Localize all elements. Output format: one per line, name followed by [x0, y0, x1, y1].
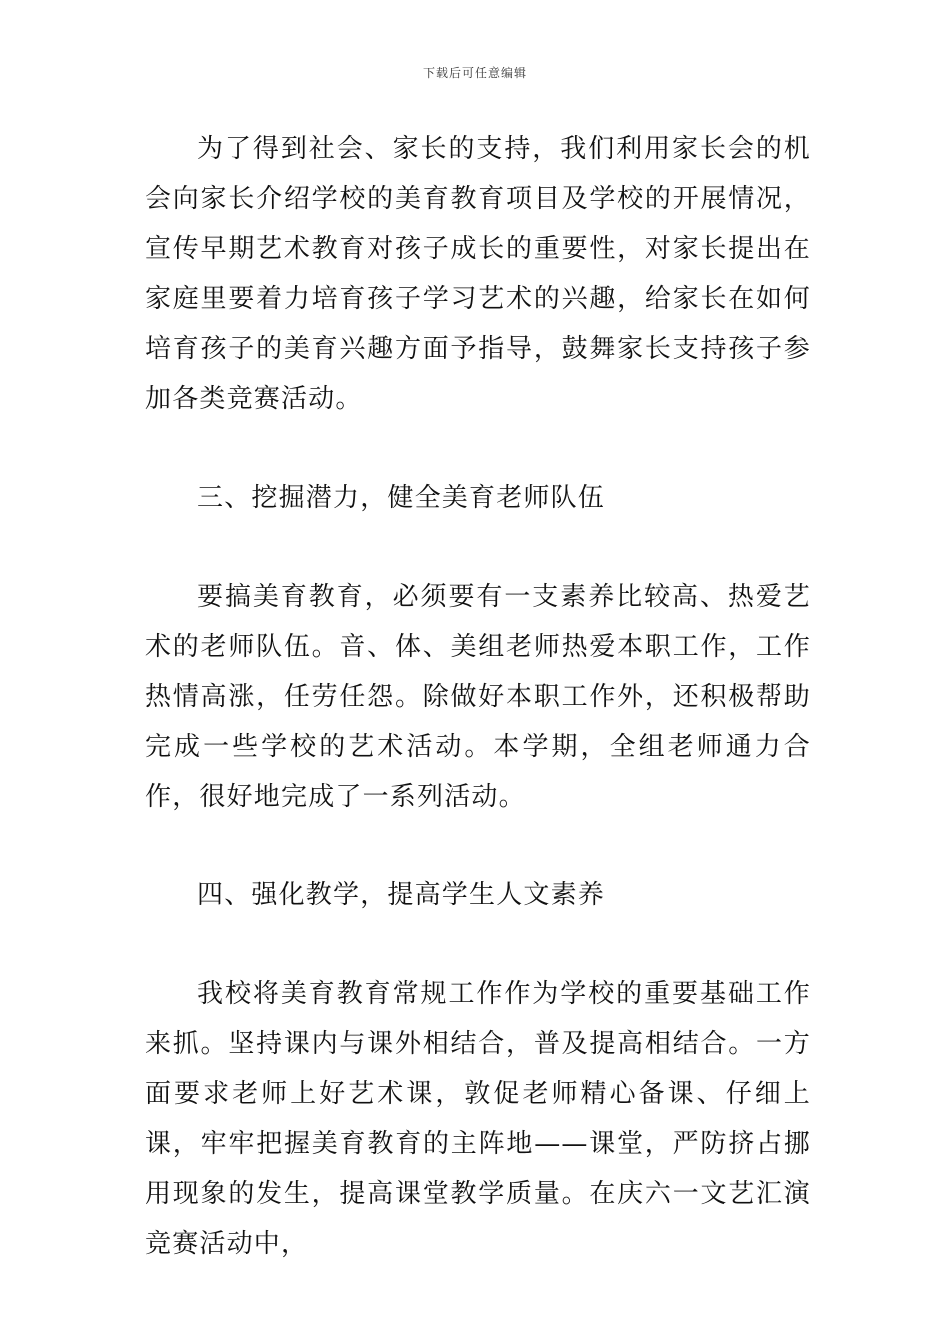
section-heading-teacher-team: 三、挖掘潜力，健全美育老师队伍: [197, 483, 606, 513]
paragraph-teaching: 我校将美育教育常规工作作为学校的重要基础工作来抓。坚持课内与课外相结合，普及提高相结合。一方面要求老师上好艺术课，敦促老师精心备课、仔细上课，牢牢把握美育教育的主阵地——课堂，严防挤占挪用现象的发生，提高课堂教学质量。在庆六一文艺汇演竞赛活动中，: [145, 979, 811, 1259]
paragraph-parent-support: 为了得到社会、家长的支持，我们利用家长会的机会向家长介绍学校的美育教育项目及学校的开展情况，宣传早期艺术教育对孩子成长的重要性，对家长提出在家庭里要着力培育孩子学习艺术的兴趣，给家长在如何培育孩子的美育兴趣方面予指导，鼓舞家长支持孩子参加各类竞赛活动。: [145, 134, 811, 414]
paragraph-teacher-team: 要搞美育教育，必须要有一支素养比较高、热爱艺术的老师队伍。音、体、美组老师热爱本职工作，工作热情高涨，任劳任怨。除做好本职工作外，还积极帮助完成一些学校的艺术活动。本学期，全组老师通力合作，很好地完成了一系列活动。: [145, 582, 811, 812]
section-heading-teaching: 四、强化教学，提高学生人文素养: [197, 880, 606, 910]
page-header-note: 下载后可任意编辑: [422, 66, 527, 80]
